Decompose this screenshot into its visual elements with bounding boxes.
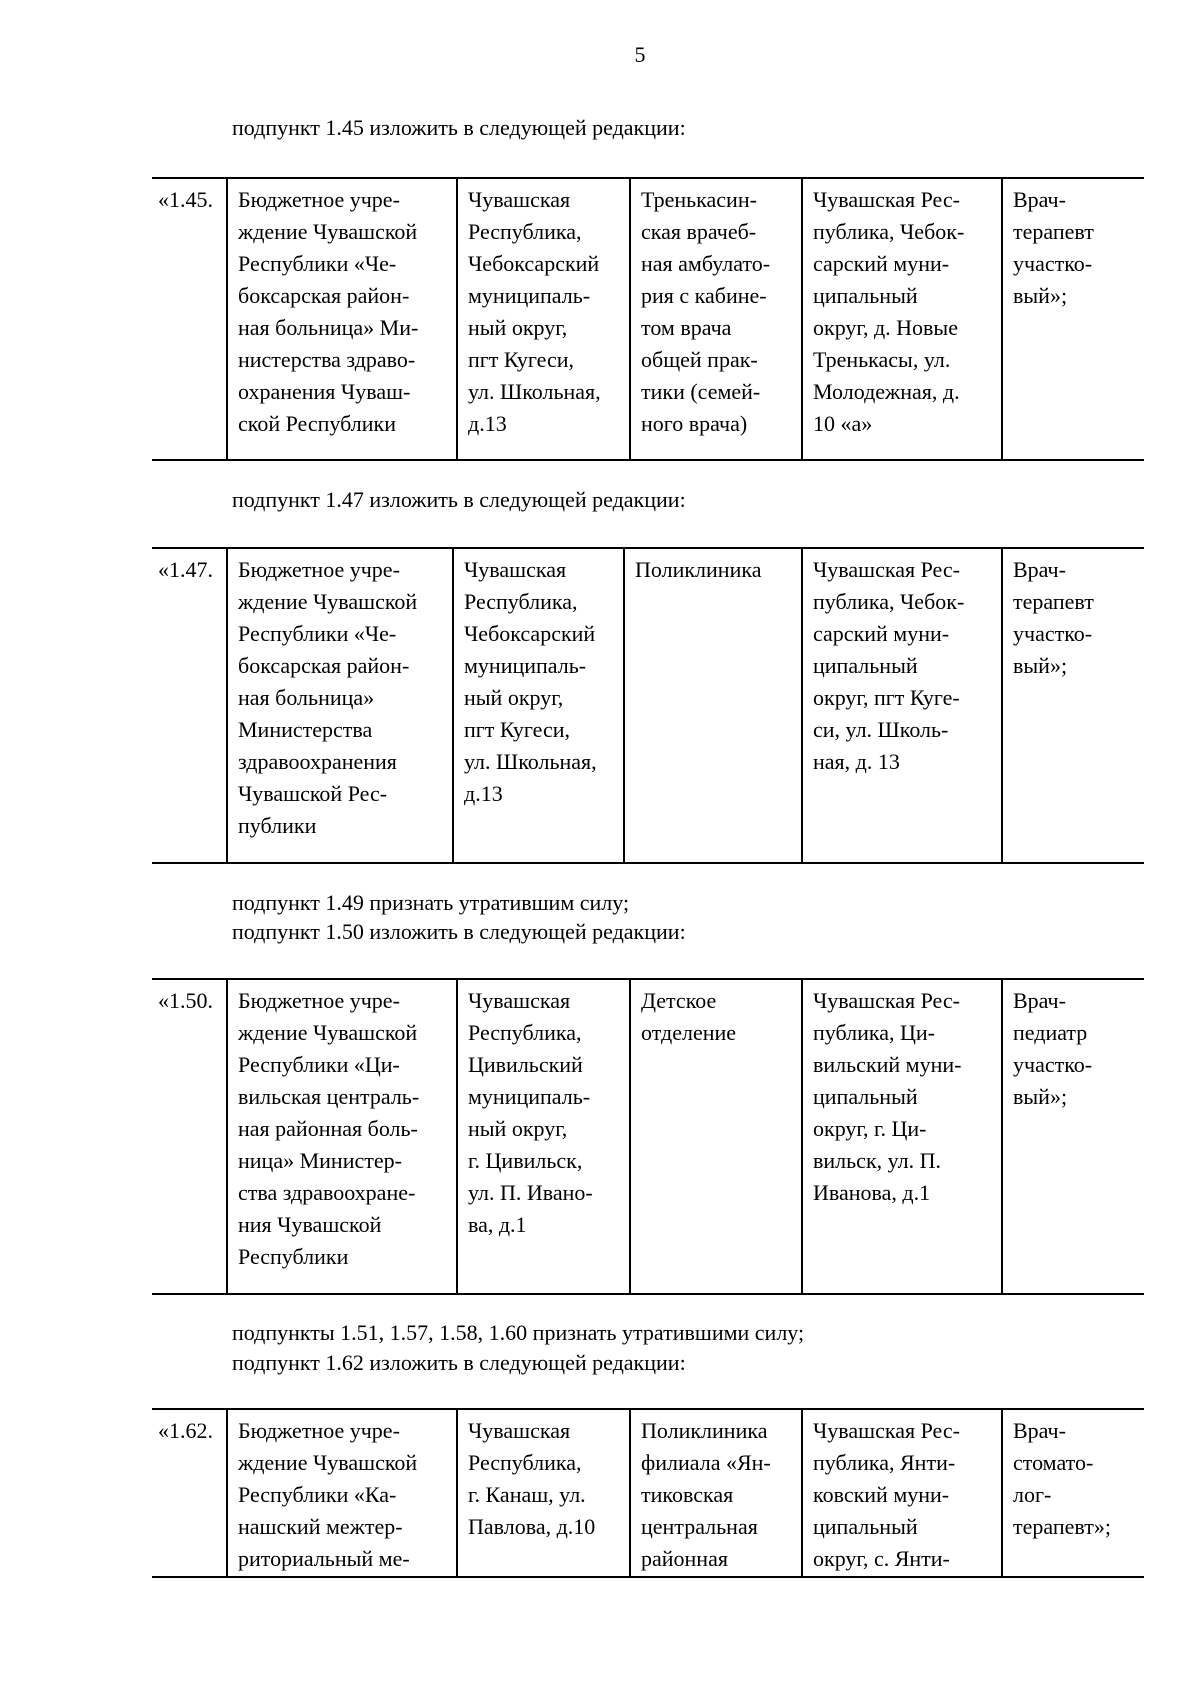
position-cell: Врач- стомато- лог- терапевт»; [1001,1410,1144,1576]
unit-cell: Тренькасин- ская врачеб- ная амбулато- рия с кабине- том врача общей прак- тики (семей- ного врача) [629,179,801,459]
position-cell: Врач- терапевт участко- вый»; [1001,179,1144,459]
intro-1-47: подпункт 1.47 изложить в следующей редакции: [232,487,686,512]
unit-cell: Поликлиника филиала «Ян- тиковская центральная районная [629,1410,801,1576]
organization-cell: Бюджетное учре- ждение Чувашской Республики «Ка- нашский межтер- риториальный ме- [226,1410,456,1576]
intro-1-49: подпункт 1.49 признать утратившим силу; [232,890,630,915]
page-number: 5 [634,42,646,67]
position-cell: Врач- терапевт участко- вый»; [1001,549,1144,862]
row-number: «1.45. [158,187,213,212]
table-row-1-50 [152,978,1144,1295]
address-cell: Чувашская Республика, Цивильский муниципаль- ный округ, г. Цивильск, ул. П. Ивано- ва, д.1 [456,980,629,1293]
organization-cell: Бюджетное учре- ждение Чувашской Республики «Ци- вильская централь- ная районная боль- ница» Министер- ства здравоохране- ния Чувашской Республики [226,980,456,1293]
unit-cell: Поликлиника [623,549,801,862]
location-cell: Чувашская Рес- публика, Чебок- сарский муни- ципальный округ, пгт Куге- си, ул. Школь- ная, д. 13 [801,549,1001,862]
location-cell: Чувашская Рес- публика, Ци- вильский муни- ципальный округ, г. Ци- вильск, ул. П. Иванова, д.1 [801,980,1001,1293]
position-cell: Врач- педиатр участко- вый»; [1001,980,1144,1293]
intro-1-50: подпункт 1.50 изложить в следующей редакции: [232,919,686,944]
unit-cell: Детское отделение [629,980,801,1293]
table-row-1-45 [152,177,1144,461]
address-cell: Чувашская Республика, г. Канаш, ул. Павлова, д.10 [456,1410,629,1576]
row-number: «1.47. [158,557,213,582]
organization-cell: Бюджетное учре- ждение Чувашской Республики «Че- боксарская район- ная больница» Министерства здравоохранения Чувашской Рес- публики [226,549,452,862]
address-cell: Чувашская Республика, Чебоксарский муниципаль- ный округ, пгт Кугеси, ул. Школьная, д.13 [456,179,629,459]
intro-1-51: подпункты 1.51, 1.57, 1.58, 1.60 признать утратившими силу; [232,1320,805,1345]
location-cell: Чувашская Рес- публика, Чебок- сарский муни- ципальный округ, д. Новые Тренькасы, ул. Молодежная, д. 10 «а» [801,179,1001,459]
table-row-1-62 [152,1408,1144,1578]
intro-1-62: подпункт 1.62 изложить в следующей редакции: [232,1350,686,1375]
row-number: «1.62. [158,1418,213,1443]
address-cell: Чувашская Республика, Чебоксарский муниципаль- ный округ, пгт Кугеси, ул. Школьная, д.13 [452,549,623,862]
table-row-1-47 [152,547,1144,864]
intro-1-45: подпункт 1.45 изложить в следующей редакции: [232,115,686,140]
location-cell: Чувашская Рес- публика, Янти- ковский муни- ципальный округ, с. Янти- [801,1410,1001,1576]
organization-cell: Бюджетное учре- ждение Чувашской Республики «Че- боксарская район- ная больница» Ми- нистерства здраво- охранения Чуваш- ской Республики [226,179,456,459]
row-number: «1.50. [158,988,213,1013]
